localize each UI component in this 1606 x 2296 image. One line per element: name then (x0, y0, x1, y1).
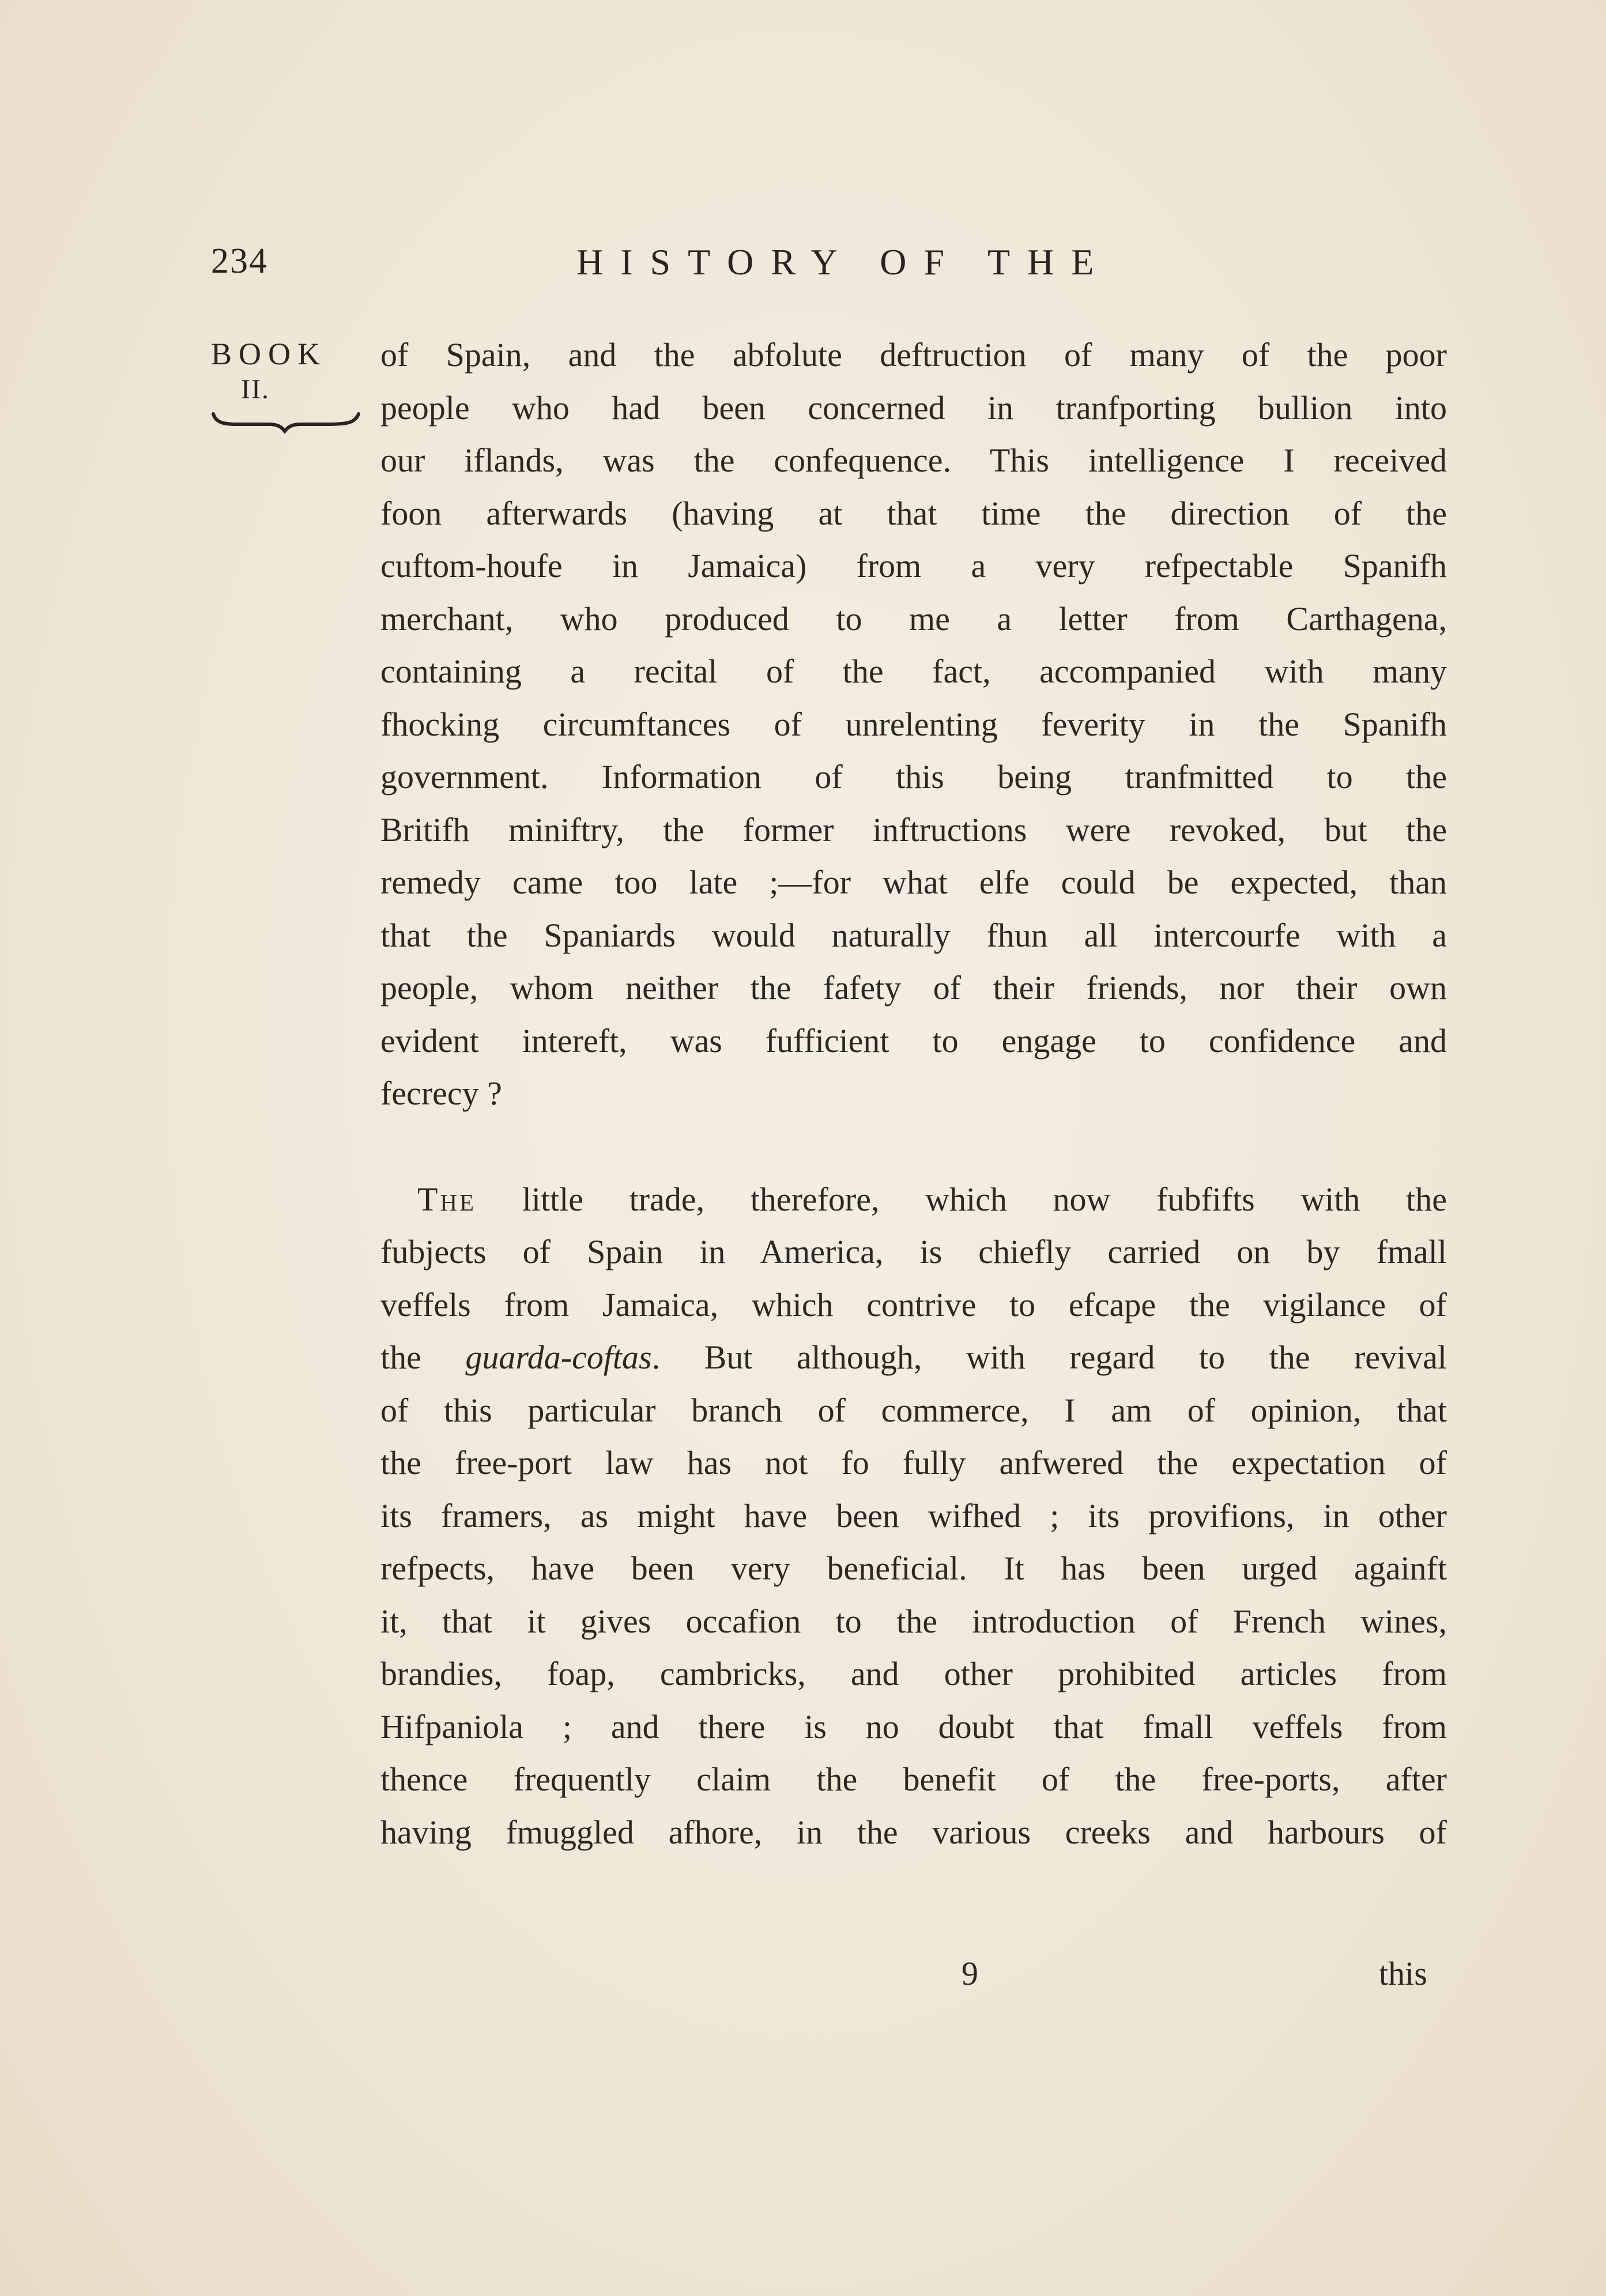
text-line: government. Information of this being tranfmitted to the (380, 758, 1447, 796)
margin-book-label: BOOK (211, 337, 327, 371)
paragraph-lead-word: The (417, 1180, 477, 1218)
page-footer (0, 1954, 1606, 2012)
text-line: foon afterwards (having at that time the direction of the (380, 494, 1447, 532)
text-fragment: . But although, with regard to the revival (651, 1339, 1447, 1376)
text-line: that the Spaniards would naturally fhun all intercourfe with a (380, 916, 1447, 954)
text-line: people, whom neither the fafety of their friends, nor their own (380, 969, 1447, 1006)
text-line: fubjects of Spain in America, is chiefly carried on by fmall (380, 1233, 1447, 1270)
text-line: of Spain, and the abfolute deftruction of many of the poor (380, 336, 1447, 374)
italic-term: guarda-coftas (465, 1339, 652, 1376)
text-line: our iflands, was the confequence. This intelligence I received (380, 442, 1447, 479)
text-line (380, 1331, 1447, 1384)
text-line: fecrecy ? (380, 1075, 502, 1112)
text-line: it, that it gives occafion to the introduction of French wines, (380, 1602, 1447, 1640)
text-fragment: little trade, therefore, which now fubfifts with the (476, 1180, 1447, 1218)
running-head: HISTORY OF THE (576, 242, 1111, 282)
text-line: its framers, as might have been wifhed ; its provifions, in other (380, 1496, 1447, 1535)
text-line: evident intereft, was fufficient to engage to confidence and (380, 1021, 1447, 1060)
text-line: brandies, foap, cambricks, and other prohibited articles from (380, 1655, 1447, 1692)
text-line (380, 1173, 1447, 1226)
margin-volume-label: II. (241, 374, 270, 405)
text-line: cuftom-houfe in Jamaica) from a very refpectable Spanifh (380, 547, 1447, 585)
catchword: this (1379, 1955, 1427, 1992)
margin-note (211, 335, 355, 433)
text-fragment: the (380, 1339, 466, 1376)
text-line: Britifh miniftry, the former inftructions were revoked, but the (380, 810, 1447, 849)
text-line: people who had been concerned in tranfporting bullion into (380, 389, 1447, 427)
page-number: 234 (211, 242, 268, 281)
body-text (380, 329, 1447, 1858)
text-line: having fmuggled afhore, in the various creeks and harbours of (380, 1813, 1447, 1851)
page-header (0, 241, 1606, 293)
text-line: refpects, have been very beneficial. It has been urged againft (380, 1549, 1447, 1587)
text-line: remedy came too late ;—for what elfe could be expected, than (380, 864, 1447, 901)
text-line: fhocking circumftances of unrelenting feverity in the Spanifh (380, 705, 1447, 743)
paragraph-1 (380, 329, 1447, 1120)
bracket-ornament-icon (211, 410, 361, 433)
text-line: containing a recital of the fact, accompanied with many (380, 653, 1447, 690)
text-line: of this particular branch of commerce, I am of opinion, that (380, 1391, 1447, 1429)
text-line: veffels from Jamaica, which contrive to efcape the vigilance of (380, 1285, 1447, 1324)
text-line: thence frequently claim the benefit of the free-ports, after (380, 1760, 1447, 1798)
text-line: the free-port law has not fo fully anfwered the expectation of (380, 1444, 1447, 1481)
text-line: Hifpaniola ; and there is no doubt that fmall veffels from (380, 1707, 1447, 1745)
signature-mark: 9 (962, 1955, 978, 1992)
paragraph-2 (380, 1173, 1447, 1859)
text-line: merchant, who produced to me a letter from Carthagena, (380, 600, 1447, 638)
